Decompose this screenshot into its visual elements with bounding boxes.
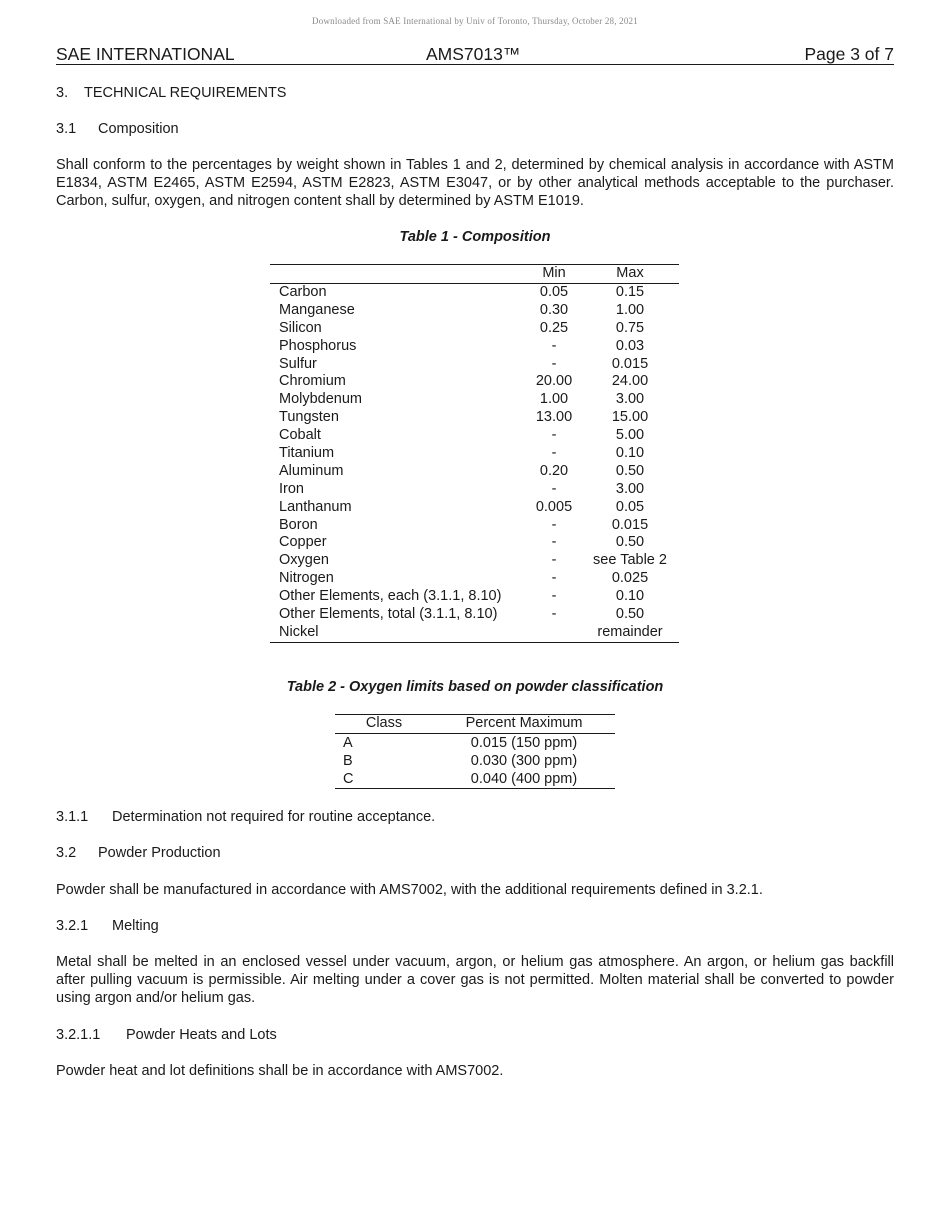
min-cell: - xyxy=(551,445,557,462)
percent-cell: 0.015 (150 ppm) xyxy=(470,735,578,751)
min-cell: - xyxy=(551,552,557,569)
table-header-row xyxy=(335,715,615,734)
section-3-1-paragraph: Shall conform to the percentages by weight shown in Tables 1 and 2, determined by chemical analysis in accordance with ASTM E1834, ASTM E2465, ASTM E2594, ASTM E2823, ASTM E3047, or by other analytical methods acceptable to the purchaser. Carbon, sulfur, oxygen, and nitrogen content shall by determined by ASTM E1019. xyxy=(56,157,894,209)
section-3-2-1-heading xyxy=(56,917,894,935)
table-row xyxy=(270,356,679,374)
max-cell: 1.00 xyxy=(615,301,645,318)
column-header-class: Class xyxy=(365,715,403,731)
class-cell: B xyxy=(343,753,353,769)
element-cell: Phosphorus xyxy=(279,337,357,354)
min-cell: 1.00 xyxy=(539,391,569,408)
class-cell: A xyxy=(343,735,353,751)
element-cell: Oxygen xyxy=(279,552,329,569)
page-header xyxy=(56,44,894,65)
max-cell: see Table 2 xyxy=(593,552,667,569)
section-title: Melting xyxy=(112,918,159,934)
section-number: 3. xyxy=(56,85,69,101)
element-cell: Nickel xyxy=(279,623,319,640)
max-cell: 3.00 xyxy=(615,391,645,408)
element-cell: Other Elements, total (3.1.1, 8.10) xyxy=(279,606,498,623)
section-number: 3.2.1.1 xyxy=(56,1027,101,1043)
min-cell: - xyxy=(551,337,557,354)
element-cell: Lanthanum xyxy=(279,498,352,515)
max-cell: 24.00 xyxy=(611,373,649,390)
min-cell: - xyxy=(551,534,557,551)
table-row xyxy=(270,517,679,535)
download-watermark: Downloaded from SAE International by Univ of Toronto, Thursday, October 28, 2021 xyxy=(312,16,638,26)
section-number: 3.1.1 xyxy=(56,809,89,825)
header-org: SAE INTERNATIONAL xyxy=(56,44,235,64)
min-cell: - xyxy=(551,355,557,372)
table-row xyxy=(270,445,679,463)
min-cell: 0.005 xyxy=(535,498,573,515)
section-number: 3.1 xyxy=(56,121,77,137)
min-cell: 13.00 xyxy=(535,409,573,426)
table-body xyxy=(270,284,679,642)
table-row xyxy=(270,409,679,427)
element-cell: Manganese xyxy=(279,301,355,318)
max-cell: 0.015 xyxy=(611,516,649,533)
oxygen-limits-table xyxy=(335,714,615,789)
max-cell: remainder xyxy=(597,623,663,640)
max-cell: 15.00 xyxy=(611,409,649,426)
min-cell: - xyxy=(551,480,557,497)
max-cell: 0.15 xyxy=(615,284,645,300)
header-doc-number: AMS7013™ xyxy=(426,44,521,64)
section-text: Determination not required for routine acceptance. xyxy=(112,809,436,825)
section-3-2-heading xyxy=(56,844,894,862)
table-row xyxy=(270,588,679,606)
table-row xyxy=(270,570,679,588)
table-row xyxy=(270,302,679,320)
max-cell: 5.00 xyxy=(615,427,645,444)
percent-cell: 0.030 (300 ppm) xyxy=(470,753,578,769)
element-cell: Other Elements, each (3.1.1, 8.10) xyxy=(279,588,502,605)
min-cell: 0.20 xyxy=(539,462,569,479)
table-row xyxy=(270,606,679,624)
element-cell: Boron xyxy=(279,516,318,533)
section-3-2-paragraph: Powder shall be manufactured in accordance with AMS7002, with the additional requirements defined in 3.2.1. xyxy=(56,882,763,898)
max-cell: 0.50 xyxy=(615,606,645,623)
element-cell: Molybdenum xyxy=(279,391,363,408)
table-row xyxy=(335,734,615,752)
min-cell: 0.05 xyxy=(539,284,569,300)
max-cell: 0.05 xyxy=(615,498,645,515)
min-cell: - xyxy=(551,427,557,444)
max-cell: 0.03 xyxy=(615,337,645,354)
element-cell: Silicon xyxy=(279,319,322,336)
max-cell: 0.50 xyxy=(615,462,645,479)
section-title: Powder Production xyxy=(98,845,221,861)
percent-cell: 0.040 (400 ppm) xyxy=(470,771,578,787)
min-cell: 0.25 xyxy=(539,319,569,336)
header-page-number: Page 3 of 7 xyxy=(804,44,894,64)
min-cell: - xyxy=(551,588,557,605)
section-3-heading xyxy=(56,84,894,102)
element-cell: Nitrogen xyxy=(279,570,334,587)
column-header-max: Max xyxy=(616,265,644,281)
section-title: TECHNICAL REQUIREMENTS xyxy=(84,85,287,101)
section-number: 3.2.1 xyxy=(56,918,89,934)
max-cell: 0.10 xyxy=(615,588,645,605)
table-row xyxy=(270,499,679,517)
table-row xyxy=(270,624,679,642)
element-cell: Tungsten xyxy=(279,409,339,426)
table-row xyxy=(270,534,679,552)
max-cell: 0.50 xyxy=(615,534,645,551)
section-3-1-1 xyxy=(56,808,894,826)
section-3-2-1-1-heading xyxy=(56,1026,894,1044)
table-row xyxy=(270,391,679,409)
table-row xyxy=(270,373,679,391)
table-row xyxy=(270,427,679,445)
element-cell: Aluminum xyxy=(279,462,344,479)
table-row xyxy=(335,752,615,770)
max-cell: 0.75 xyxy=(615,319,645,336)
min-cell: - xyxy=(551,570,557,587)
table-body xyxy=(335,734,615,788)
section-3-2-1-1-paragraph: Powder heat and lot definitions shall be in accordance with AMS7002. xyxy=(56,1063,504,1079)
max-cell: 0.10 xyxy=(615,445,645,462)
table-row xyxy=(270,481,679,499)
table-row xyxy=(270,320,679,338)
element-cell: Sulfur xyxy=(279,355,317,372)
table-row xyxy=(270,284,679,302)
section-title: Composition xyxy=(98,121,179,137)
table-1-caption: Table 1 - Composition xyxy=(399,229,551,245)
min-cell: - xyxy=(551,606,557,623)
section-3-2-1-paragraph: Metal shall be melted in an enclosed vessel under vacuum, argon, or helium gas atmosphere. An argon, or helium gas backfill after pulling vacuum is permissible. Air melting under a cover gas is not permitted. Molten material shall be converted to powder using argon and/or helium gas. xyxy=(56,954,894,1006)
element-cell: Carbon xyxy=(279,284,327,300)
table-header-row xyxy=(270,265,679,284)
section-number: 3.2 xyxy=(56,845,77,861)
table-row xyxy=(270,463,679,481)
min-cell: 20.00 xyxy=(535,373,573,390)
table-row xyxy=(270,338,679,356)
max-cell: 0.015 xyxy=(611,355,649,372)
min-cell: 0.30 xyxy=(539,301,569,318)
column-header-min: Min xyxy=(542,265,566,281)
element-cell: Cobalt xyxy=(279,427,321,444)
table-2-caption: Table 2 - Oxygen limits based on powder classification xyxy=(286,679,664,695)
table-row xyxy=(335,770,615,788)
class-cell: C xyxy=(343,771,354,787)
element-cell: Iron xyxy=(279,480,304,497)
section-3-1-heading xyxy=(56,120,894,138)
column-header-percent: Percent Maximum xyxy=(465,715,583,731)
table-row xyxy=(270,552,679,570)
max-cell: 0.025 xyxy=(611,570,649,587)
min-cell: - xyxy=(551,516,557,533)
element-cell: Copper xyxy=(279,534,327,551)
element-cell: Chromium xyxy=(279,373,346,390)
max-cell: 3.00 xyxy=(615,480,645,497)
element-cell: Titanium xyxy=(279,445,335,462)
composition-table xyxy=(270,264,679,643)
section-title: Powder Heats and Lots xyxy=(126,1027,277,1043)
